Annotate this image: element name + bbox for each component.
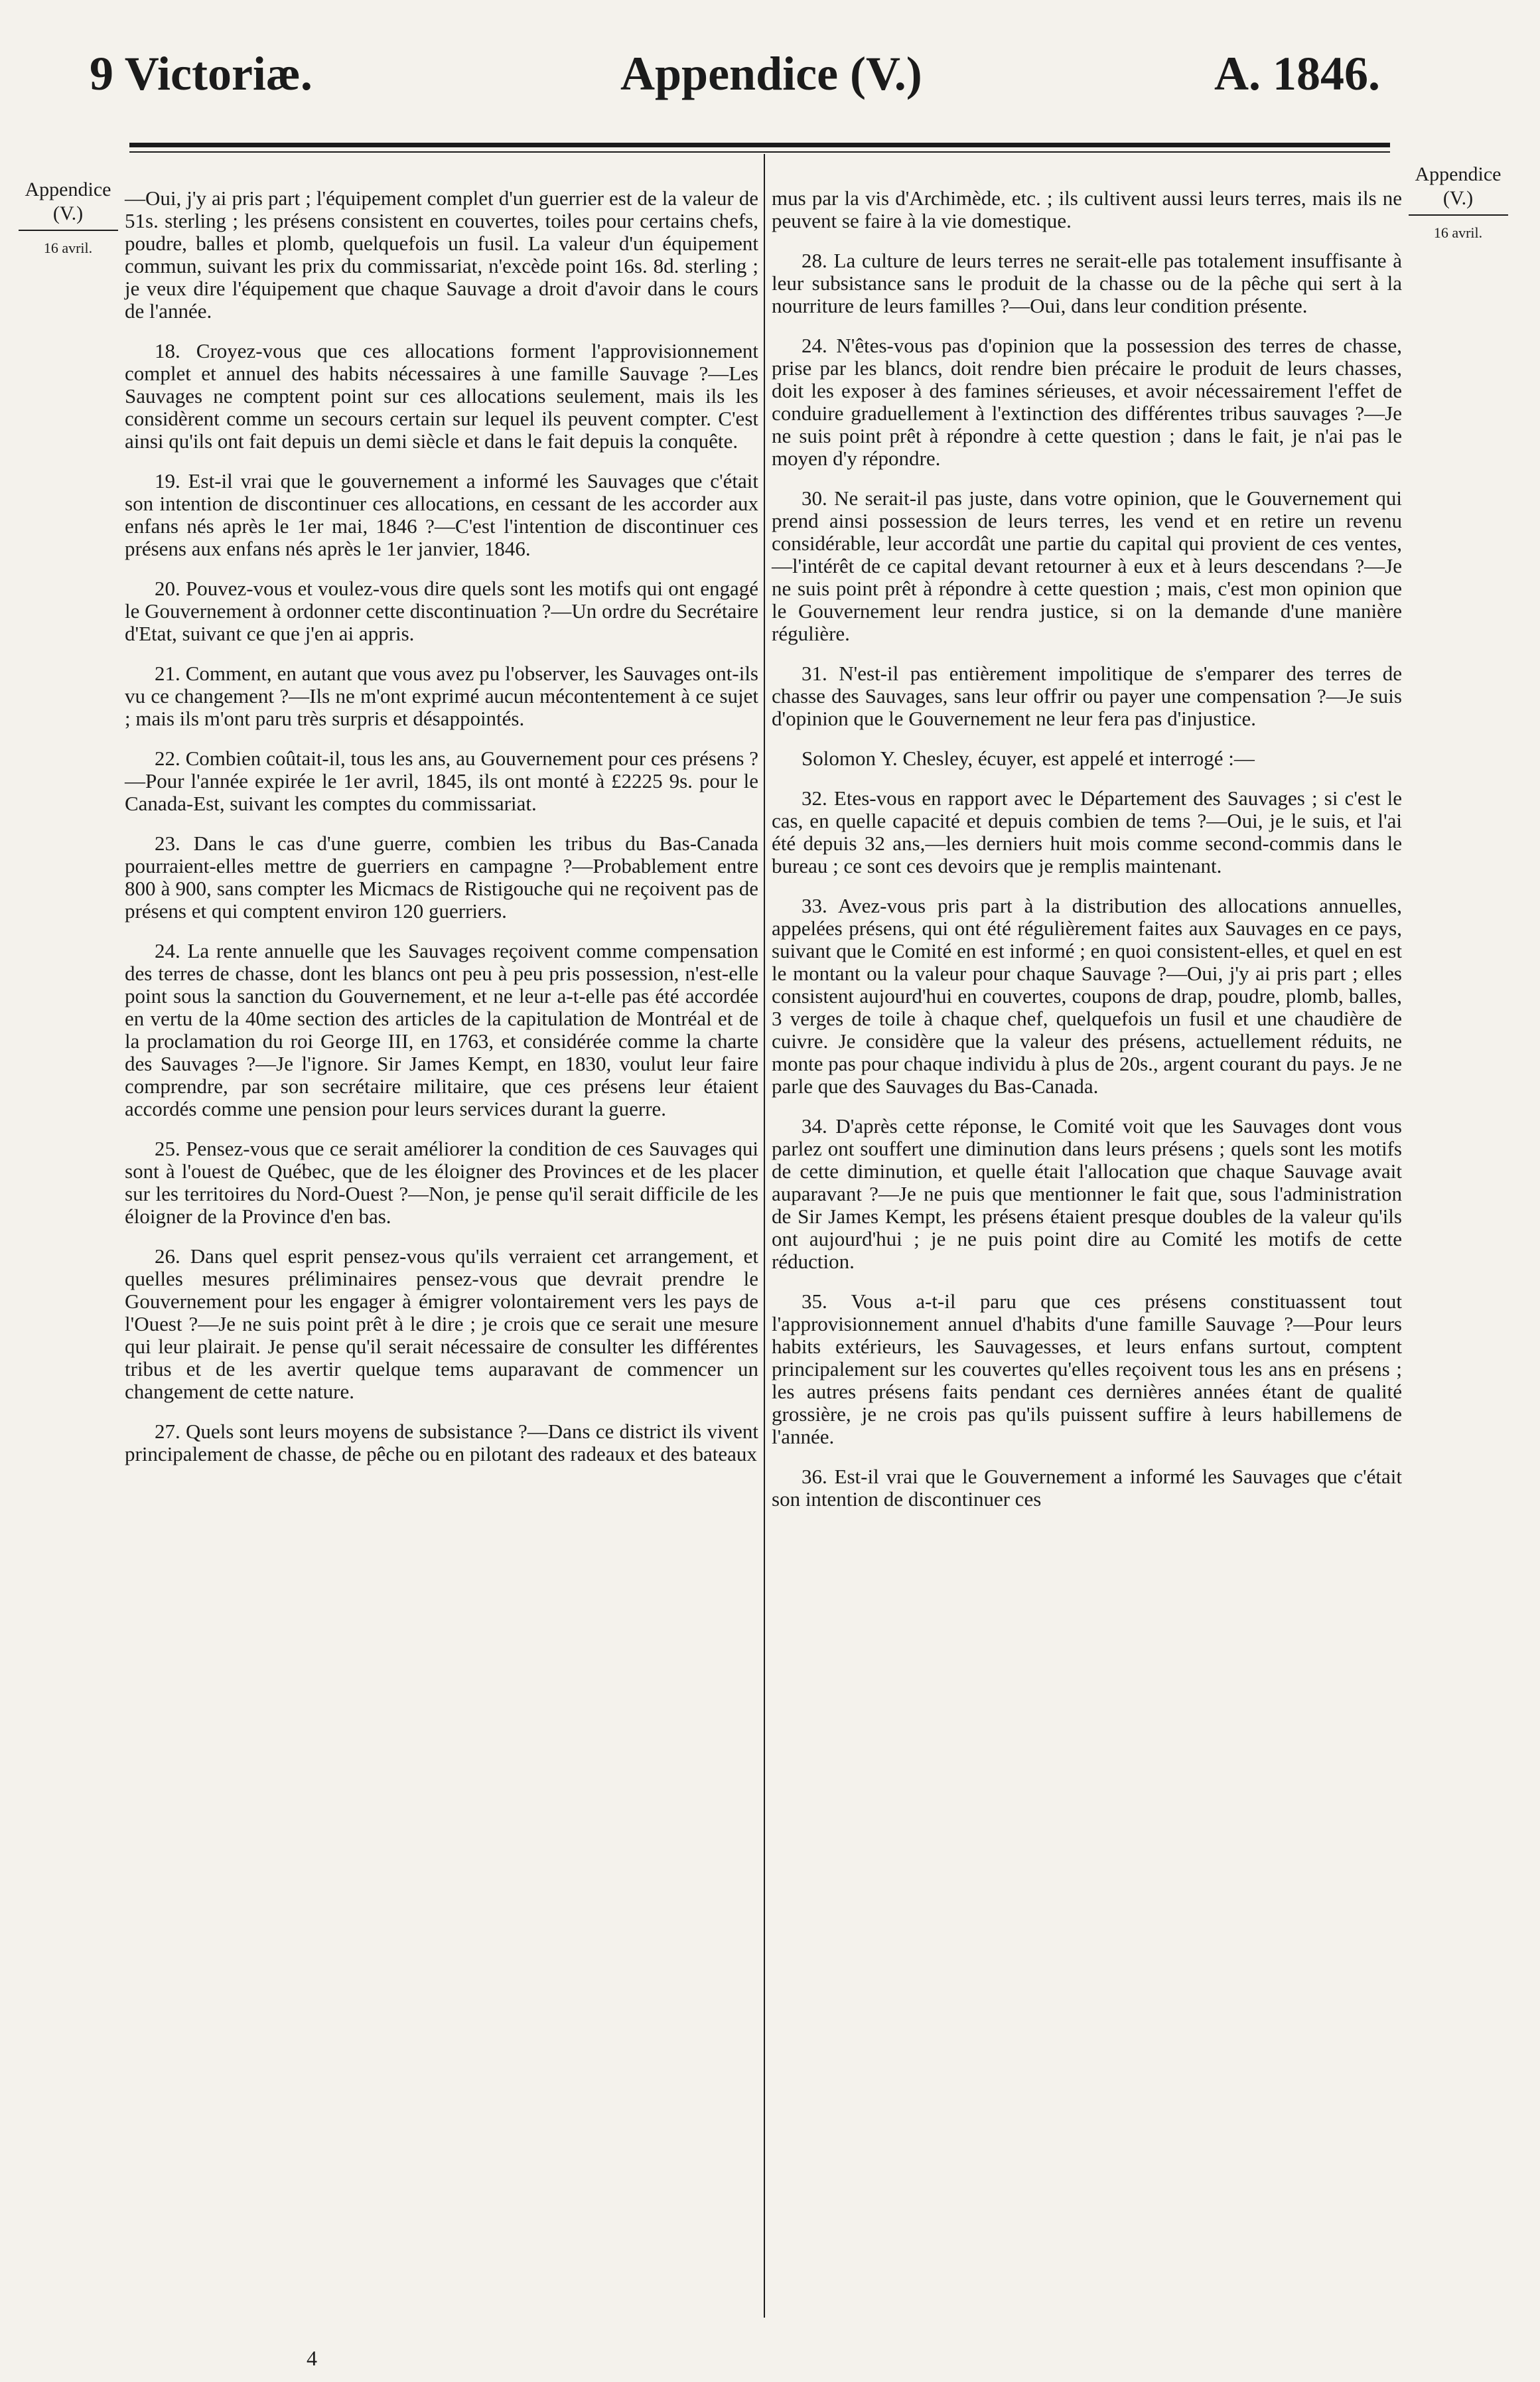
header-rule-thin — [129, 151, 1390, 153]
margin-right-date: 16 avril. — [1433, 224, 1483, 241]
column-divider — [764, 154, 765, 2318]
paragraph: —Oui, j'y ai pris part ; l'équipement complet d'un guerrier est de la valeur de 51s. sterling ; les présens consistent en couvertes, toiles pour certains chefs, poudre, balles et plomb, quelquefois un fusil. La valeur d'un équipement commun, suivant les prix du commissariat, n'excède point 16s. 8d. sterling ; je veux dire l'équipement que chaque Sauvage a droit d'avoir dans le cours de l'année. — [125, 186, 758, 323]
paragraph: 32. Etes-vous en rapport avec le Département des Sauvages ; si c'est le cas, en quelle capacité et depuis combien de tems ?—Oui, je le suis, et l'ai été depuis 32 ans,—les derniers huit mois comme second-commis dans le bureau ; ce sont ces devoirs que je remplis maintenant. — [772, 786, 1402, 877]
header-rule-thick — [129, 143, 1390, 147]
page-number: 4 — [307, 2346, 317, 2370]
margin-right-rule — [1409, 214, 1508, 216]
paragraph: 23. Dans le cas d'une guerre, combien les tribus du Bas-Canada pourraient-elles mettre de guerriers en campagne ?—Probablement entre 800 à 900, sans compter les Micmacs de Ristigouche qui ne reçoivent pas de présens et qui comptent environ 120 guerriers. — [125, 832, 758, 923]
paragraph: 18. Croyez-vous que ces allocations forment l'approvisionnement complet et annuel des habits nécessaires à une famille Sauvage ?—Les Sauvages ne comptent point sur ces allocations seulement, mais ils les considèrent comme un secours certain sur lequel ils peuvent compter. C'est ainsi qu'ils ont fait depuis un demi siècle et dans le fait depuis la conquête. — [125, 339, 758, 453]
paragraph: 19. Est-il vrai que le gouvernement a informé les Sauvages que c'était son intention de discontinuer ces allocations, en cessant de les accorder aux enfans nés après le 1er mai, 1846 ?—C'est l'intention de discontinuer ces présens aux enfans nés après le 1er janvier, 1846. — [125, 469, 758, 560]
margin-right-label: (V.) — [1442, 187, 1474, 209]
right-column — [772, 187, 1402, 1528]
paragraph: 31. N'est-il pas entièrement impolitique de s'emparer des terres de chasse des Sauvages, sans leur offrir ou payer une compensation ?—Je suis d'opinion que le Gouvernement ne leur fera pas d'injustice. — [772, 662, 1402, 730]
paragraph: 24. N'êtes-vous pas d'opinion que la possession des terres de chasse, prise par les blancs, doit rendre bien précaire le produit de leurs chasses, doit les exposer à des famines sérieuses, et avoir nécessairement l'effet de conduire graduellement à l'extinction des différentes tribus sauvages ?—Je ne suis point prêt à répondre à cette question ; dans le fait, je n'ai pas le moyen d'y répondre. — [772, 334, 1402, 470]
left-column — [125, 187, 758, 1483]
paragraph: 27. Quels sont leurs moyens de subsistance ?—Dans ce district ils vivent principalement de chasse, de pêche ou en pilotant des radeaux et des bateaux — [125, 1420, 758, 1465]
paragraph: 33. Avez-vous pris part à la distribution des allocations annuelles, appelées présens, qui ont été régulièrement faites aux Sauvages en ce pays, suivant que le Comité en est informé ; en quoi consistent-elles, et quel en est le montant ou la valeur pour chaque Sauvage ?—Oui, j'y ai pris part ; elles consistent aujourd'hui en couvertes, coupons de drap, poudre, plomb, balles, 3 verges de toile à chaque chef, quelquefois un fusil et une chaudière de cuivre. Je considère que la valeur des présens, actuellement réduits, ne monte pas pour chaque individu à plus de 20s., argent courant du pays. Je ne parle que des Sauvages du Bas-Canada. — [772, 894, 1402, 1098]
paragraph: 24. La rente annuelle que les Sauvages reçoivent comme compensation des terres de chasse, dont les blancs ont peu à peu pris possession, n'est-elle point sous la sanction du Gouvernement, et ne leur a-t-elle pas été accordée en vertu de la 40me section des articles de la capitulation de Montréal et de la proclamation du roi George III, en 1763, et considérée comme la charte des Sauvages ?—Je l'ignore. Sir James Kempt, en 1830, voulut leur faire comprendre, par son secrétaire militaire, que ces présens leur étaient accordés comme une pension pour leurs services durant la guerre. — [125, 939, 758, 1120]
margin-left-date: 16 avril. — [43, 240, 93, 256]
paragraph: 26. Dans quel esprit pensez-vous qu'ils verraient cet arrangement, et quelles mesures préliminaires pensez-vous que devrait prendre le Gouvernement pour les engager à émigrer volontairement vers les pays de l'Ouest ?—Je ne suis point prêt à le dire ; je crois que ce serait une mesure qui leur plairait. Je pense qu'il serait nécessaire de consulter les différentes tribus et de les avertir quelque tems auparavant de commencer un changement de cette nature. — [125, 1244, 758, 1403]
paragraph: mus par la vis d'Archimède, etc. ; ils cultivent aussi leurs terres, mais ils ne peuvent se faire à la vie domestique. — [772, 186, 1402, 232]
page-header — [0, 46, 1540, 119]
margin-left-label: (V.) — [52, 202, 84, 224]
paragraph: 21. Comment, en autant que vous avez pu l'observer, les Sauvages ont-ils vu ce changement ?—Ils ne m'ont exprimé aucun mécontentement à ce sujet ; mais ils m'ont paru très surpris et désappointés. — [125, 662, 758, 730]
paragraph: 35. Vous a-t-il paru que ces présens constituassent tout l'approvisionnement annuel d'habits d'une famille Sauvage ?—Pour leurs habits extérieurs, les Sauvagesses, et leurs enfans surtout, comptent principalement sur les couvertes qu'elles reçoivent tous les ans en présens ; les autres présens faits pendant ces dernières années étant de qualité grossière, je ne crois pas qu'ils puissent suffire à leurs habillemens de l'année. — [772, 1290, 1402, 1448]
margin-left-title: Appendice — [25, 179, 111, 200]
margin-note-left — [10, 178, 126, 260]
paragraph: 25. Pensez-vous que ce serait améliorer la condition de ces Sauvages qui sont à l'ouest de Québec, que de les éloigner des Provinces et de les placer sur les territoires du Nord-Ouest ?—Non, je pense qu'il serait difficile de les éloigner de la Province d'en bas. — [125, 1137, 758, 1228]
header-title: Appendice (V.) — [620, 47, 922, 100]
witness-introduction: Solomon Y. Chesley, écuyer, est appelé et interrogé :— — [802, 747, 1255, 770]
paragraph: 36. Est-il vrai que le Gouvernement a informé les Sauvages que c'était son intention de discontinuer ces — [772, 1465, 1402, 1511]
margin-right-title: Appendice — [1415, 163, 1502, 185]
paragraph: 34. D'après cette réponse, le Comité voit que les Sauvages dont vous parlez ont souffert une diminution dans leurs présens ; quels sont les motifs de cette diminution, et quelle était l'allocation que chaque Sauvage avait auparavant ?—Je ne puis que mentionner le fait que, sous l'administration de Sir James Kempt, les présens étaient presque doubles de la valeur qu'ils ont aujourd'hui ; je ne puis point dire au Comité les motifs de cette réduction. — [772, 1114, 1402, 1273]
header-volume: 9 Victoriæ. — [90, 47, 313, 100]
margin-note-right — [1383, 163, 1533, 245]
paragraph: 28. La culture de leurs terres ne serait-elle pas totalement insuffisante à leur subsistance sans le produit de la chasse ou de la pêche qui sert à la nourriture de leurs familles ?—Oui, dans leur condition présente. — [772, 249, 1402, 317]
header-year: A. 1846. — [1214, 47, 1380, 100]
paragraph: 22. Combien coûtait-il, tous les ans, au Gouvernement pour ces présens ?—Pour l'année expirée le 1er avril, 1845, ils ont monté à £2225 9s. pour le Canada-Est, suivant les comptes du commissariat. — [125, 747, 758, 815]
paragraph: 30. Ne serait-il pas juste, dans votre opinion, que le Gouvernement qui prend ainsi possession de leurs terres, les vend et en retire un revenu considérable, leur accordât une partie du capital qui provient de ces ventes,—l'intérêt de ce capital devant retourner à eux et à leurs descendans ?—Je ne suis point prêt à répondre à cette question ; mais, c'est mon opinion que le Gouvernement leur rendra justice, si on la demande d'une manière régulière. — [772, 486, 1402, 645]
paragraph: 20. Pouvez-vous et voulez-vous dire quels sont les motifs qui ont engagé le Gouvernement à ordonner cette discontinuation ?—Un ordre du Secrétaire d'Etat, suivant ce que j'en ai appris. — [125, 577, 758, 645]
margin-left-rule — [19, 230, 118, 231]
